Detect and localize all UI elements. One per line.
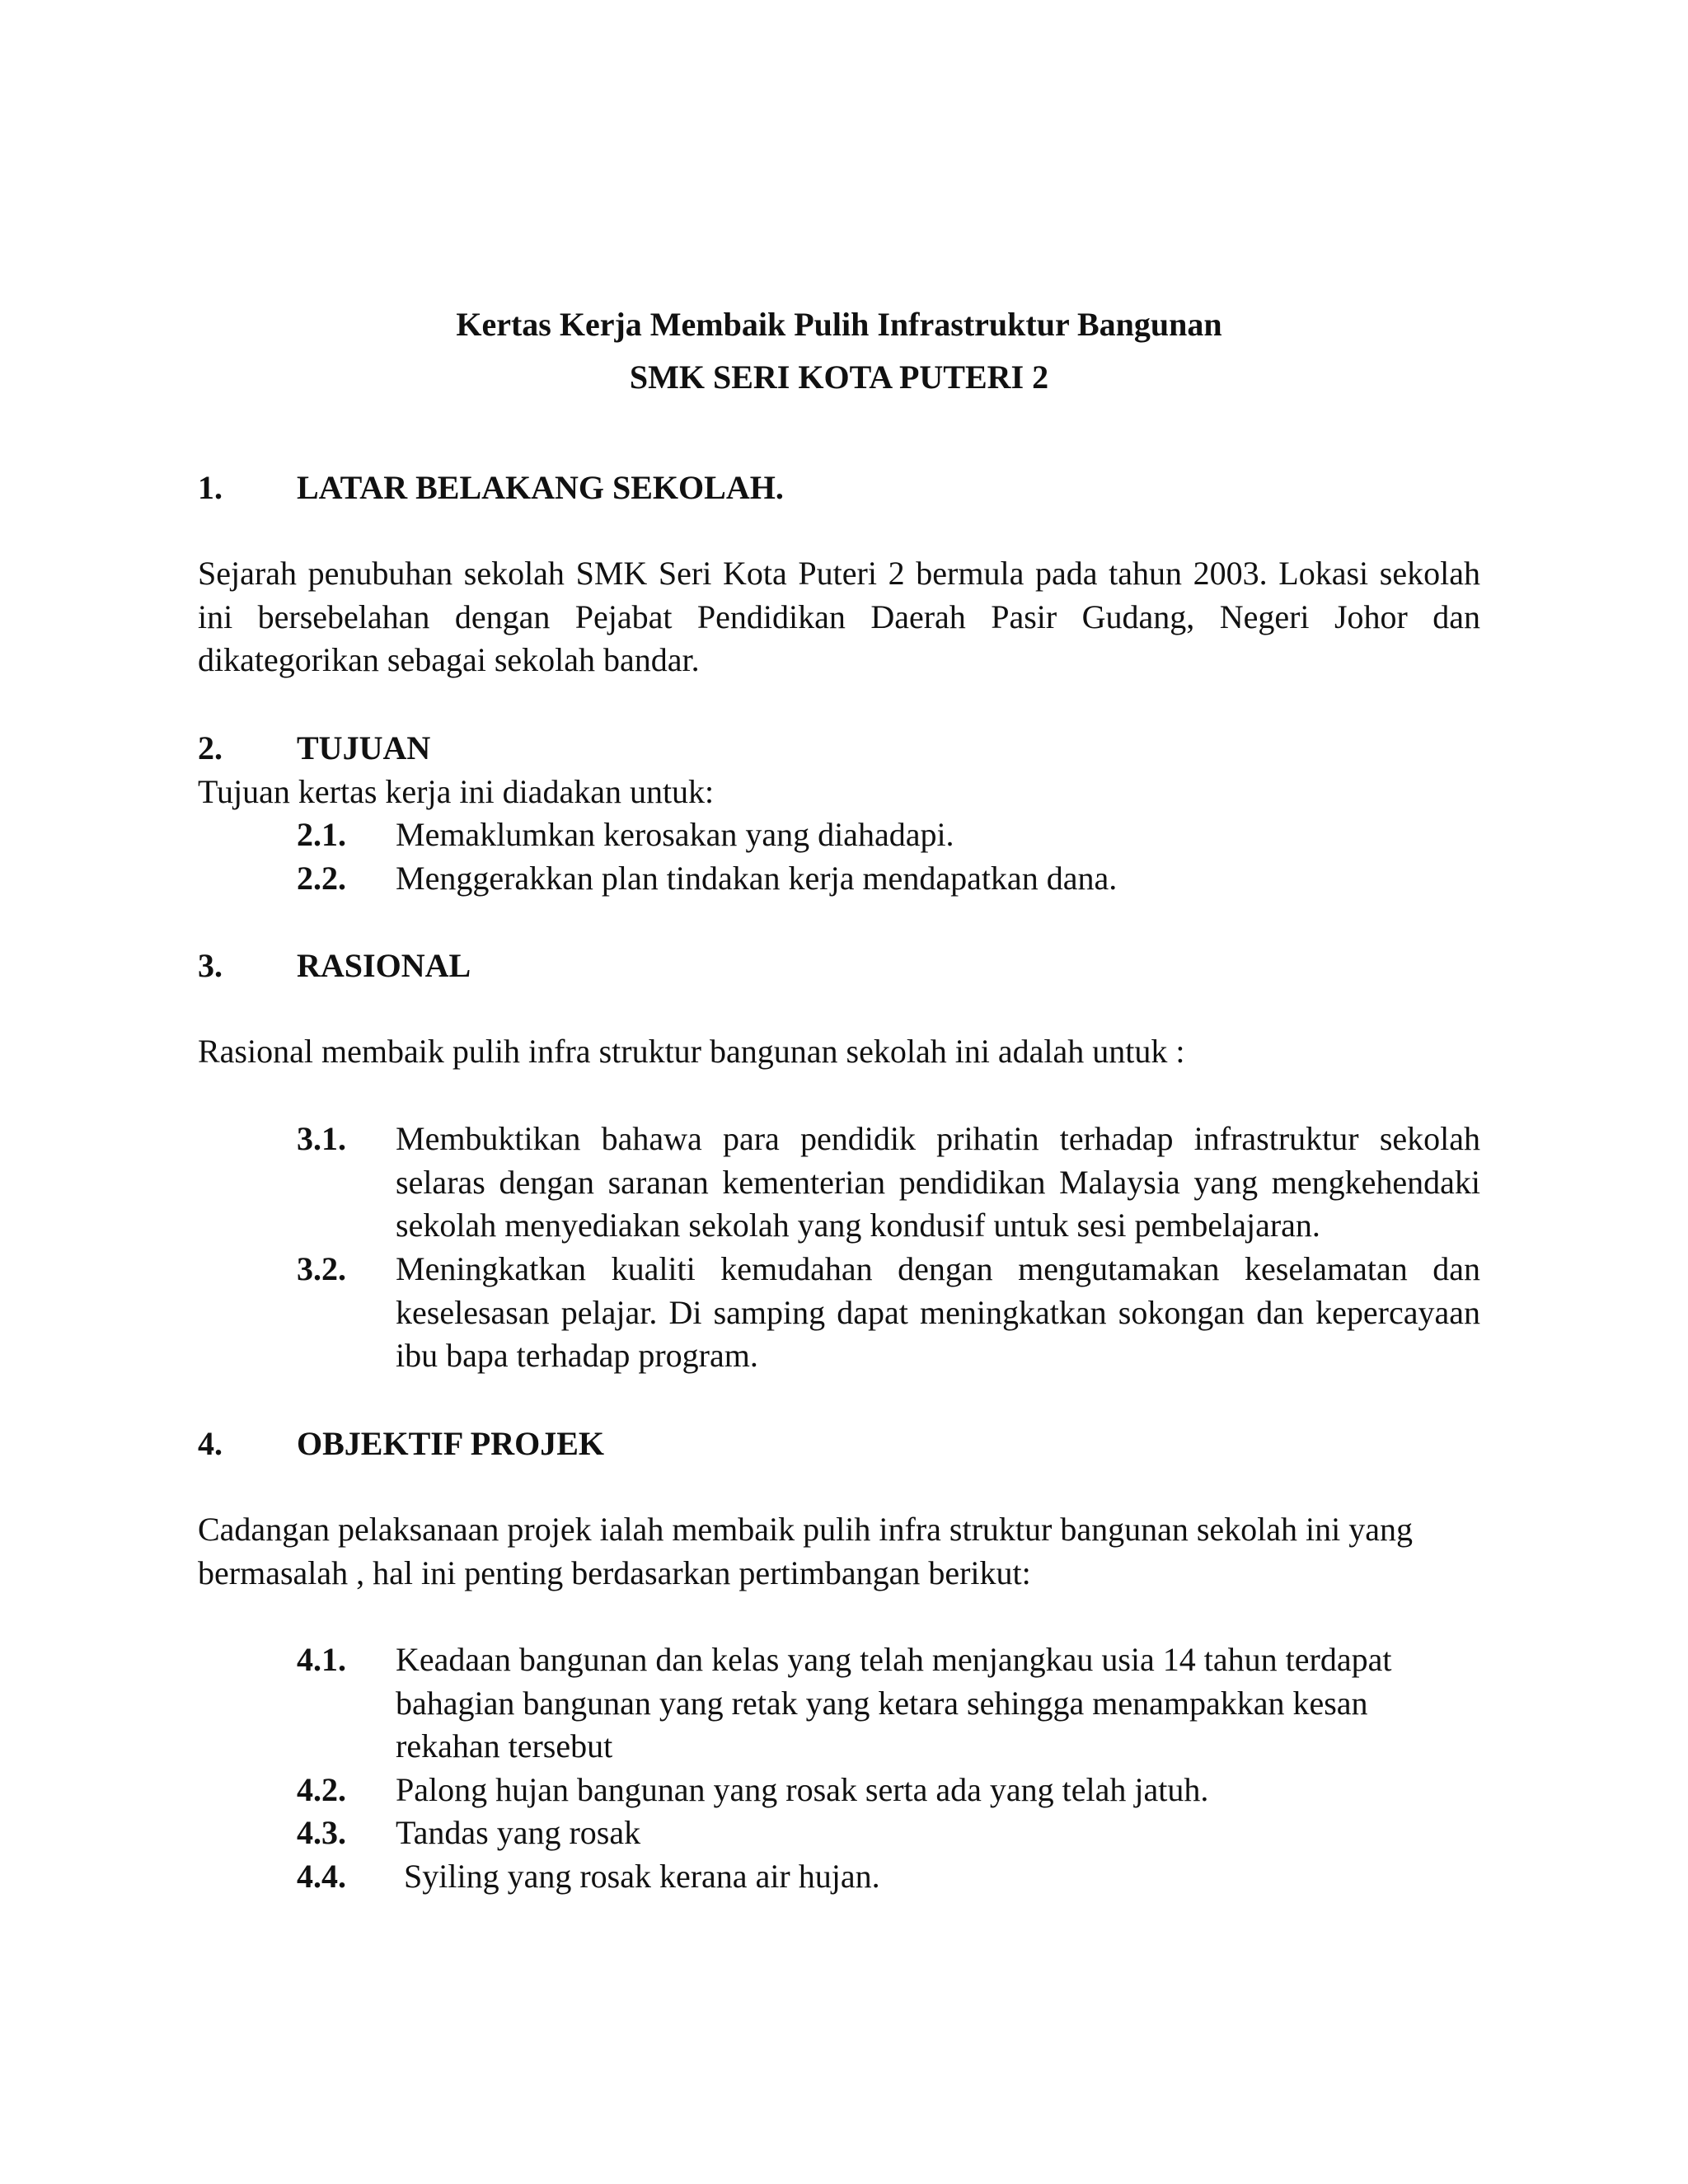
item-text: Menggerakkan plan tindakan kerja mendapatkan dana. — [396, 860, 1118, 897]
section-4-item — [297, 1855, 1480, 1899]
section-2-item — [297, 813, 1480, 857]
item-number: 3.2. — [297, 1250, 346, 1287]
item-number: 4.2. — [297, 1771, 346, 1808]
section-3-intro: Rasional membaik pulih infra struktur bangunan sekolah ini adalah untuk : — [198, 1033, 1185, 1070]
section-3-item — [297, 1118, 1480, 1248]
item-number: 3.1. — [297, 1120, 346, 1157]
item-text: Memaklumkan kerosakan yang diahadapi. — [396, 816, 954, 853]
section-2-title: TUJUAN — [297, 729, 431, 766]
item-text: Tandas yang rosak — [396, 1814, 641, 1851]
section-2-item — [297, 857, 1480, 901]
item-text: Meningkatkan kualiti kemudahan dengan mengutamakan keselamatan dan keselesasan pelajar. Di samping dapat meningkatkan sokongan dan kepercayaan ibu bapa terhadap program. — [396, 1250, 1480, 1374]
section-4-item — [297, 1769, 1480, 1812]
section-2-intro: Tujuan kertas kerja ini diadakan untuk: — [198, 773, 715, 810]
section-3-number: 3. — [198, 947, 223, 984]
section-4-intro: Cadangan pelaksanaan projek ialah membaik pulih infra struktur bangunan sekolah ini yang bermasalah , hal ini penting berdasarkan pertimbangan berikut: — [198, 1511, 1414, 1591]
document-page — [198, 0, 1480, 2184]
section-2-number: 2. — [198, 729, 223, 766]
section-3-item — [297, 1248, 1480, 1378]
item-text: Syiling yang rosak kerana air hujan. — [396, 1858, 880, 1895]
item-text: Palong hujan bangunan yang rosak serta ada yang telah jatuh. — [396, 1771, 1209, 1808]
item-text: Keadaan bangunan dan kelas yang telah menjangkau usia 14 tahun terdapat bahagian bangunan yang retak yang ketara sehingga menampakkan kesan rekahan tersebut — [396, 1641, 1392, 1765]
section-4-number: 4. — [198, 1425, 223, 1462]
document-title: Kertas Kerja Membaik Pulih Infrastruktur Bangunan — [456, 306, 1222, 343]
item-number: 4.1. — [297, 1641, 346, 1678]
item-number: 2.2. — [297, 860, 346, 897]
section-1-paragraph: Sejarah penubuhan sekolah SMK Seri Kota Puteri 2 bermula pada tahun 2003. Lokasi sekolah ini bersebelahan dengan Pejabat Pendidikan Daerah Pasir Gudang, Negeri Johor dan dikategorikan sebagai sekolah bandar. — [198, 555, 1480, 678]
section-3-title: RASIONAL — [297, 947, 471, 984]
section-2-heading — [198, 727, 430, 770]
item-number: 4.3. — [297, 1814, 346, 1851]
section-1-title: LATAR BELAKANG SEKOLAH. — [297, 469, 784, 506]
section-4-heading — [198, 1422, 604, 1465]
school-name: SMK SERI KOTA PUTERI 2 — [629, 359, 1049, 396]
item-number: 2.1. — [297, 816, 346, 853]
item-number: 4.4. — [297, 1858, 346, 1895]
section-4-item — [297, 1638, 1480, 1769]
section-1-number: 1. — [198, 469, 223, 506]
section-1-heading — [198, 466, 784, 509]
section-3-heading — [198, 944, 471, 987]
section-4-title: OBJEKTIF PROJEK — [297, 1425, 605, 1462]
item-text: Membuktikan bahawa para pendidik prihatin terhadap infrastruktur sekolah selaras dengan saranan kementerian pendidikan Malaysia yang mengkehendaki sekolah menyediakan sekolah yang kondusif untuk sesi pembelajaran. — [396, 1120, 1480, 1244]
section-4-item — [297, 1811, 1480, 1855]
